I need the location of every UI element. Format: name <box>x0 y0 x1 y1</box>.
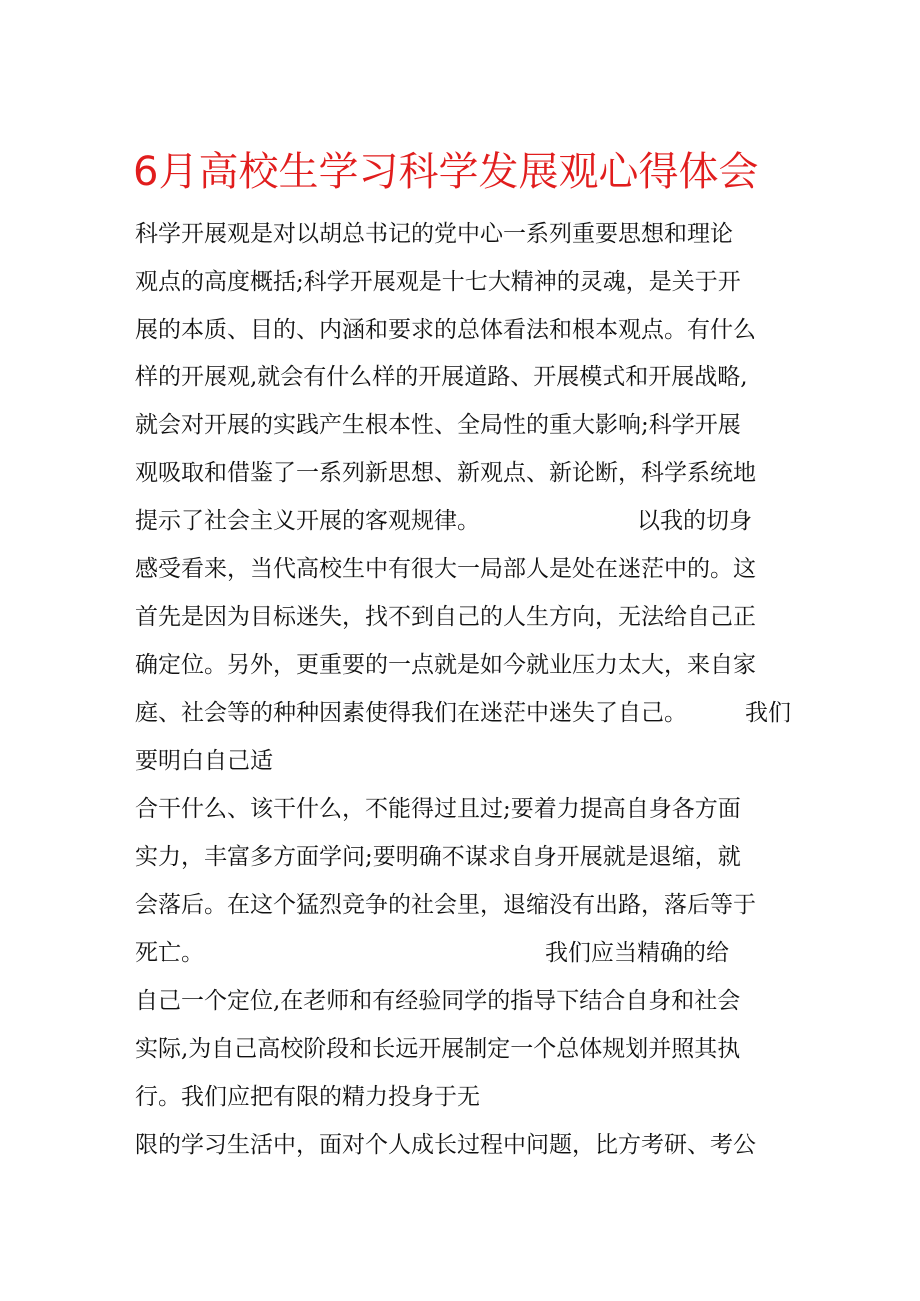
paragraph-line: 会落后。在这个猛烈竞争的社会里，退缩没有出路，落后等于 <box>135 892 756 918</box>
paragraph-line: 感受看来，当代高校生中有很大一局部人是处在迷茫中的。这 <box>135 556 756 582</box>
paragraph-line: 展的本质、目的、内涵和要求的总体看法和根本观点。有什么 <box>135 317 756 343</box>
paragraph-line: 自己一个定位,在老师和有经验同学的指导下结合自身和社会 <box>135 988 741 1014</box>
paragraph-line: 庭、社会等的种种因素使得我们在迷茫中迷失了自己。 <box>135 700 687 726</box>
paragraph-line: 行。我们应把有限的精力投身于无 <box>135 1084 480 1110</box>
paragraph-line: 就会对开展的实践产生根本性、全局性的重大影响;科学开展 <box>135 412 741 438</box>
document-title: 6月高校生学习科学发展观心得体会 <box>133 149 759 195</box>
paragraph-line: 观吸取和借鉴了一系列新思想、新观点、新论断，科学系统地 <box>135 460 756 486</box>
paragraph-line: 我们应当精确的给 <box>545 940 729 966</box>
paragraph-line: 以我的切身 <box>637 508 752 534</box>
paragraph-line: 要明白自己适 <box>135 748 273 774</box>
paragraph-line: 提示了社会主义开展的客观规律。 <box>135 508 480 534</box>
paragraph-line: 限的学习生活中，面对个人成长过程中问题，比方考研、考公 <box>135 1132 756 1158</box>
paragraph-line: 首先是因为目标迷失，找不到自己的人生方向，无法给自己正 <box>135 604 756 630</box>
paragraph-line: 我们 <box>745 700 791 726</box>
paragraph-line: 死亡。 <box>135 940 204 966</box>
paragraph-line: 实际,为自己高校阶段和长远开展制定一个总体规划并照其执 <box>135 1036 741 1062</box>
paragraph-line: 确定位。另外，更重要的一点就是如今就业压力太大，来自家 <box>135 652 756 678</box>
paragraph-line: 实力，丰富多方面学问;要明确不谋求自身开展就是退缩，就 <box>135 844 741 870</box>
paragraph-line: 样的开展观,就会有什么样的开展道路、开展模式和开展战略, <box>135 364 748 390</box>
paragraph-line: 合干什么、该干什么，不能得过且过;要着力提高自身各方面 <box>135 796 741 822</box>
paragraph-line: 科学开展观是对以胡总书记的党中心一系列重要思想和理论 <box>135 221 733 247</box>
paragraph-line: 观点的高度概括;科学开展观是十七大精神的灵魂，是关于开 <box>135 269 741 295</box>
